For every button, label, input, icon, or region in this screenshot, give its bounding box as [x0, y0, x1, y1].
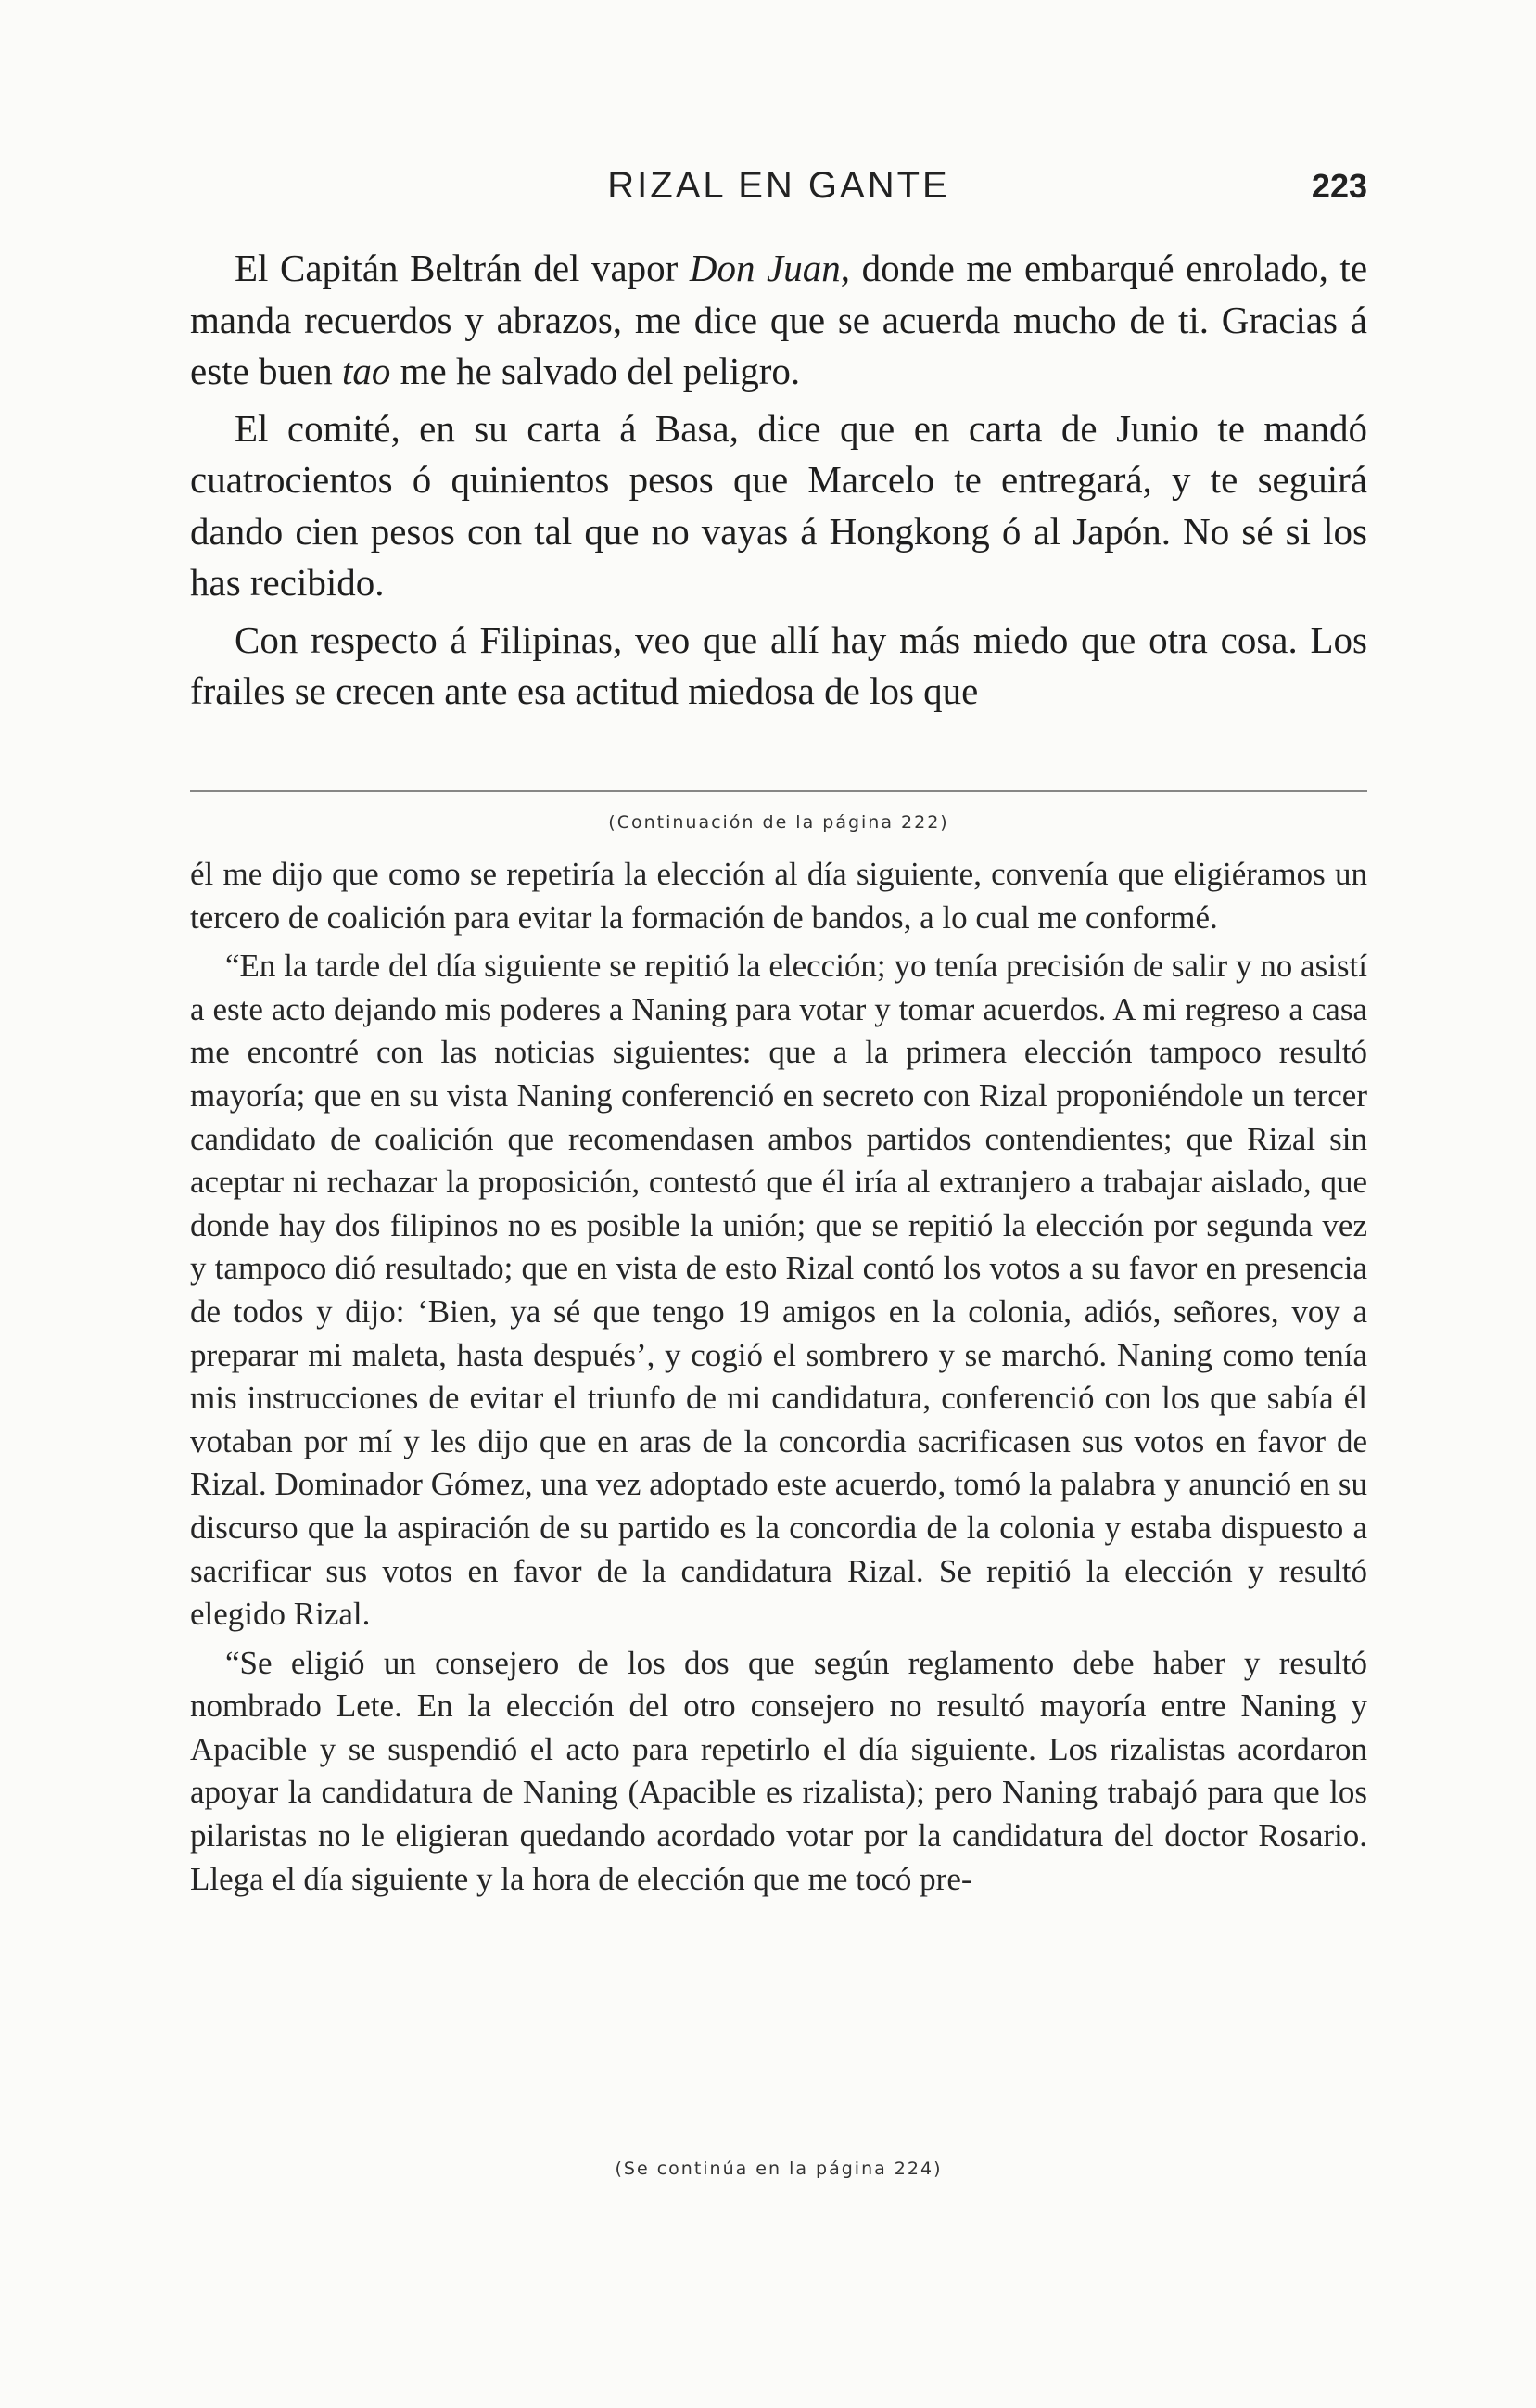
footnote-paragraph-3: “Se eligió un consejero de los dos que según reglamento debe haber y resultó nombrado Lete. En la elección del otro consejero no resultó mayoría entre Naning y Apacible y se suspendió el acto para repetirlo el día siguiente. Los rizalistas acordaron apoyar la candidatura de Naning (Apacible es rizalista); pero Naning trabajó para que los pilaristas no le eligieran quedando acordado votar por la candidatura del doctor Rosario. Llega el día siguiente y la hora de elección que me tocó pre- — [190, 1644, 1367, 1897]
footnote-separator — [190, 790, 1367, 794]
separator-rule — [190, 790, 1367, 792]
letter-paragraph-2: El comité, en su carta á Basa, dice que en carta de Junio te mandó cuatrocientos ó quinientos pesos que Marcelo te entregará, y te seguirá dando cien pesos con tal que no vayas á Hongkong ó al Japón. No sé si los has recibido. — [190, 406, 1367, 604]
continues-on-note: (Se continúa en la página 224) — [615, 2159, 943, 2179]
letter-paragraph-3: Con respecto á Filipinas, veo que allí hay más miedo que otra cosa. Los frailes se crecen ante esa actitud miedosa de los que — [190, 618, 1367, 712]
page-header — [190, 165, 1367, 221]
running-title: RIZAL EN GANTE — [607, 165, 950, 206]
letter-body — [190, 243, 1367, 723]
letter-p1-part-a: El Capitán Beltrán del vapor — [235, 247, 690, 289]
continued-from-note: (Continuación de la página 222) — [608, 812, 949, 833]
footnote-paragraph-1: él me dijo que como se repetiría la elección al día siguiente, convenía que eligiéramos un tercero de coalición para evitar la formación de bandos, a lo cual me conformé. — [190, 856, 1367, 936]
footnote-body — [190, 853, 1367, 1906]
letter-p1-part-c: me he salvado del peligro. — [390, 350, 801, 392]
ship-name: Don Juan — [689, 247, 841, 289]
letter-p1-part-b: , donde me embarqué enrolado, te manda recuerdos y abrazos, me dice que se acuerda mucho de ti. Gracias á este buen — [190, 247, 1368, 392]
footnote-paragraph-2: “En la tarde del día siguiente se repitió la elección; yo tenía precisión de salir y no asistí a este acto dejando mis poderes a Naning para votar y tomar acuerdos. A mi regreso a casa me encontré con las noticias siguientes: que a la primera elección tampoco resultó mayoría; que en su vista Naning conferenció en secreto con Rizal proponiéndole un tercer candidato de coalición que recomendasen ambos partidos contendientes; que Rizal sin aceptar ni rechazar la proposición, contestó que él iría al extranjero a trabajar aislado, que donde hay dos filipinos no es posible la unión; que se repitió la elección por segunda vez y tampoco dió resultado; que en vista de esto Rizal contó los votos a su favor en presencia de todos y dijo: ‘Bien, ya sé que tengo 19 amigos en la colonia, adiós, señores, voy a preparar mi maleta, hasta después’, y cogió el sombrero y se marchó. Naning como tenía mis instrucciones de evitar el triunfo de mi candidatura, conferenció con los que sabía él votaban por mí y les dijo que en aras de la concordia sacrificasen sus votos en favor de Rizal. Dominador Gómez, una vez adoptado este acuerdo, tomó la palabra y anunció en su discurso que la aspiración de su partido es la concordia de la colonia y estaba dispuesto a sacrificar sus votos en favor de la candidatura Rizal. Se repitió la elección y resultó elegido Rizal. — [190, 948, 1367, 1633]
tao-word: tao — [341, 350, 391, 392]
page-number: 223 — [1311, 167, 1367, 205]
letter-paragraph-1 — [190, 243, 1367, 398]
